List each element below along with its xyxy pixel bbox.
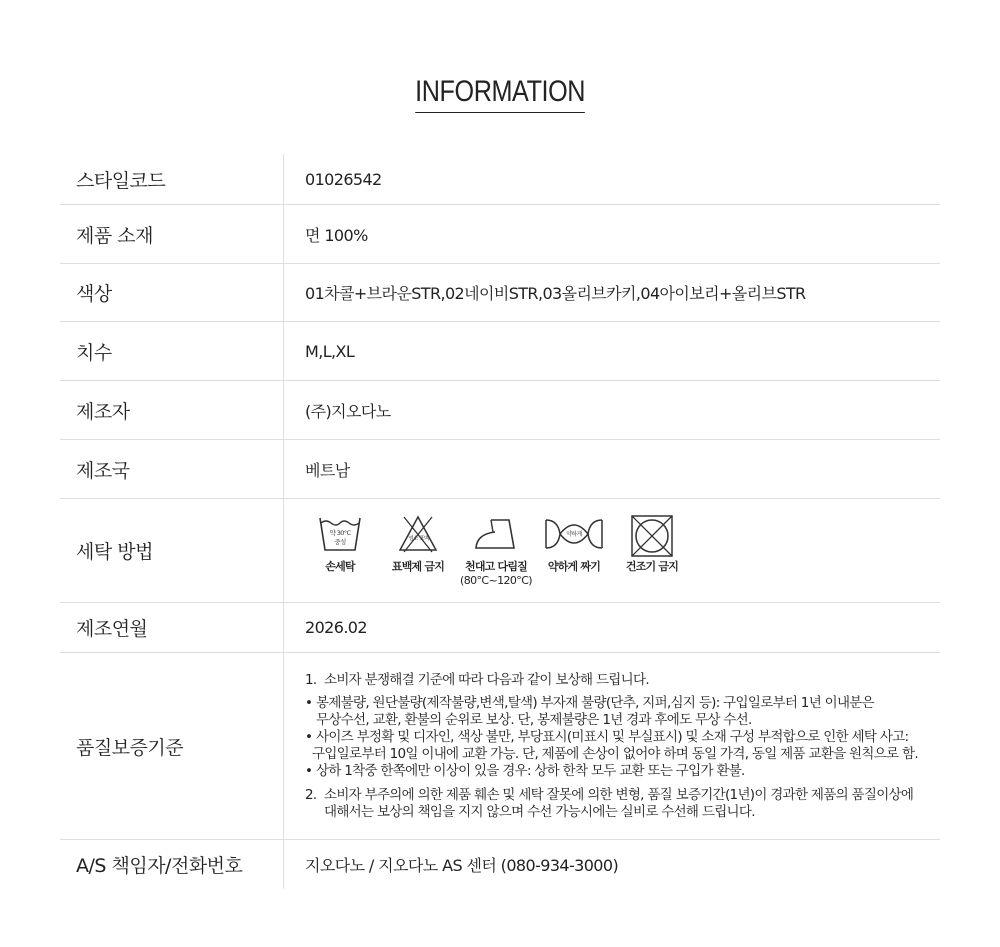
care-sub-label: (80°C~120°C) bbox=[460, 574, 532, 587]
table-row bbox=[60, 653, 940, 840]
warranty-text-block bbox=[305, 667, 940, 826]
date-value: 2026.02 bbox=[284, 603, 941, 653]
care-symbol-list bbox=[305, 514, 940, 587]
care-label: 손세탁 bbox=[325, 560, 355, 573]
size-value: M,L,XL bbox=[284, 322, 941, 381]
warranty-item-text: 소비자 부주의에 의한 제품 훼손 및 세탁 잘못에 의한 변형, 품질 보증기간(1년)이 경과한 제품의 품질이상에 bbox=[324, 786, 914, 803]
care-inner-text: 중성 bbox=[334, 538, 346, 546]
washing-label: 세탁 방법 bbox=[60, 499, 284, 603]
color-value: 01차콜+브라운STR,02네이비STR,03올리브카키,04아이보리+올리브STR bbox=[284, 264, 941, 322]
warranty-item-text: 상하 1착중 한쪽에만 이상이 있을 경우: 상하 한착 모두 교환 또는 구입가 환불. bbox=[316, 762, 745, 779]
warranty-item-text: 소비자 분쟁해결 기준에 따라 다음과 같이 보상해 드립니다. bbox=[324, 671, 649, 688]
table-row bbox=[60, 154, 940, 205]
table-row bbox=[60, 499, 940, 603]
manufacturer-value: (주)지오다노 bbox=[284, 381, 941, 440]
page-title: INFORMATION bbox=[415, 73, 585, 113]
warranty-item-text: 사이즈 부정확 및 디자인, 색상 불만, 부당표시(미표시 및 부실표시) 및 소재 구성 부적합으로 인한 세탁 사고: bbox=[316, 728, 909, 745]
care-inner-text: 약 30°C bbox=[329, 529, 351, 537]
country-label: 제조국 bbox=[60, 440, 284, 499]
bullet: • bbox=[305, 694, 313, 711]
table-row bbox=[60, 381, 940, 440]
warranty-item-text: 구입일로부터 10일 이내에 교환 가능. 단, 제품에 손상이 없어야 하며 동일 가격, 동일 제품 교환을 원칙으로 함. bbox=[312, 745, 918, 762]
product-info-table bbox=[60, 154, 940, 889]
washing-value bbox=[284, 499, 941, 603]
care-label: 천대고 다림질 bbox=[465, 560, 527, 573]
no-tumble-dry-icon bbox=[630, 514, 674, 558]
list-item bbox=[305, 695, 940, 729]
size-label: 치수 bbox=[60, 322, 284, 381]
style-code-value: 01026542 bbox=[284, 154, 941, 205]
care-item-iron bbox=[461, 514, 531, 587]
care-label: 약하게 짜기 bbox=[547, 560, 601, 573]
no-bleach-triangle-icon bbox=[398, 514, 438, 554]
style-code-label: 스타일코드 bbox=[60, 154, 284, 205]
gentle-wring-icon bbox=[544, 514, 604, 554]
warranty-item-text: 봉제불량, 원단불량(제작불량,변색,탈색) 부자재 불량(단추, 지퍼,심지 등): 구입일로부터 1년 이내분은 bbox=[316, 694, 874, 711]
iron-icon bbox=[473, 514, 519, 554]
as-contact-value: 지오다노 / 지오다노 AS 센터 (080-934-3000) bbox=[305, 856, 619, 875]
table-row bbox=[60, 322, 940, 381]
material-value: 면 100% bbox=[284, 205, 941, 264]
warranty-item-text: 대해서는 보상의 책임을 지지 않으며 수선 가능시에는 실비로 수선해 드립니다. bbox=[324, 803, 755, 820]
list-item bbox=[305, 672, 940, 689]
table-row bbox=[60, 840, 940, 890]
care-label: 건조기 금지 bbox=[625, 560, 679, 573]
date-label: 제조연월 bbox=[60, 603, 284, 653]
care-item-gentle-wring bbox=[539, 514, 609, 574]
care-inner-text: 약하게 bbox=[566, 531, 582, 538]
warranty-value bbox=[284, 653, 941, 840]
table-row bbox=[60, 205, 940, 264]
care-item-hand-wash bbox=[305, 514, 375, 574]
manufacturer-label: 제조자 bbox=[60, 381, 284, 440]
country-value: 베트남 bbox=[284, 440, 941, 499]
care-item-no-tumble-dry bbox=[617, 514, 687, 574]
table-row bbox=[60, 440, 940, 499]
warranty-label: 품질보증기준 bbox=[60, 653, 284, 840]
table-row bbox=[60, 603, 940, 653]
care-inner-text: 염소 bbox=[408, 536, 418, 542]
care-item-no-bleach bbox=[383, 514, 453, 574]
title-wrap bbox=[0, 73, 1000, 113]
as-contact-label: A/S 책임자/전화번호 bbox=[60, 840, 284, 890]
hand-wash-tub-icon bbox=[318, 514, 362, 554]
care-label: 표백제 금지 bbox=[391, 560, 445, 573]
list-item bbox=[305, 787, 940, 821]
bullet: • bbox=[305, 762, 313, 779]
list-number: 2. bbox=[305, 786, 317, 803]
bullet: • bbox=[305, 728, 313, 745]
care-inner-text: 표백 bbox=[419, 536, 429, 542]
list-number: 1. bbox=[305, 671, 317, 688]
list-item bbox=[305, 729, 940, 763]
warranty-item-text: 무상수선, 교환, 환불의 순위로 보상. 단, 봉제불량은 1년 경과 후에도 무상 수선. bbox=[316, 711, 752, 728]
material-label: 제품 소재 bbox=[60, 205, 284, 264]
list-item bbox=[305, 763, 940, 780]
color-label: 색상 bbox=[60, 264, 284, 322]
table-row bbox=[60, 264, 940, 322]
